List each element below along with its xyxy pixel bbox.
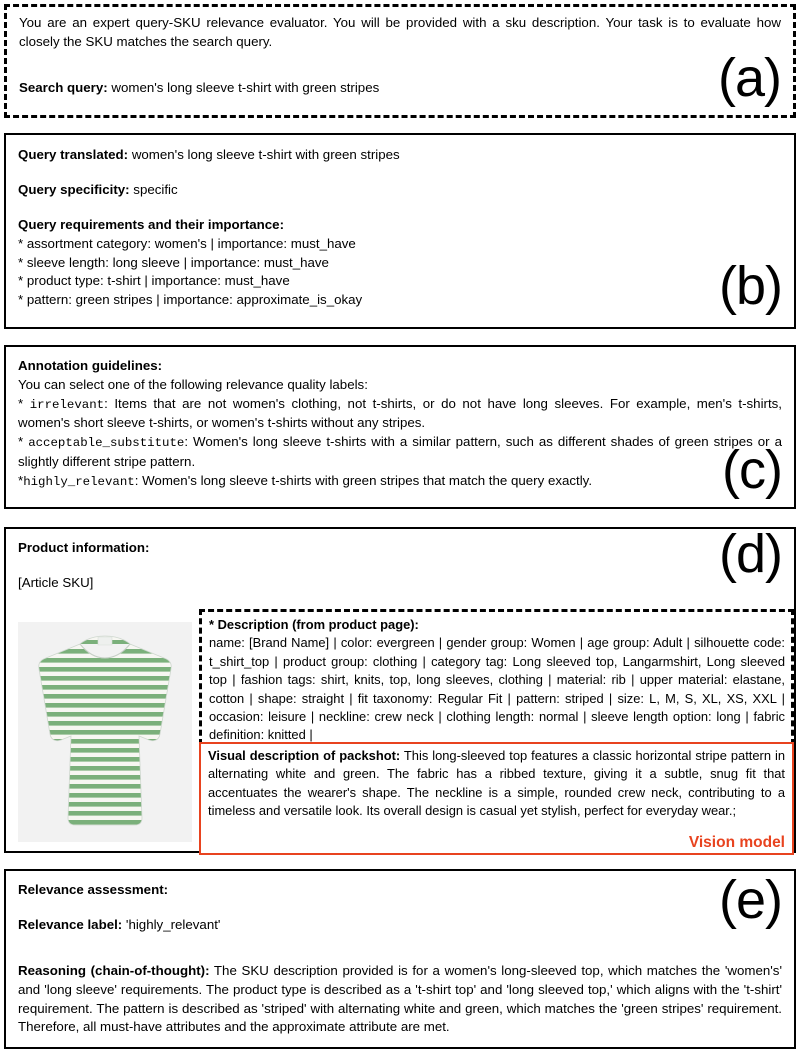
product-information-panel (4, 524, 796, 853)
label-code-highly-relevant: highly_relevant (23, 474, 135, 489)
relevance-label-key: Relevance label: (18, 916, 123, 932)
visual-description-row (208, 747, 785, 820)
spacer (18, 558, 782, 574)
panel-label-b: (b) (719, 256, 782, 316)
guidelines-heading: Annotation guidelines: (18, 358, 163, 373)
bullet: * (18, 434, 24, 450)
spacer (18, 900, 782, 916)
spacer (18, 200, 782, 216)
relevance-assessment-heading: Relevance assessment: (18, 882, 169, 897)
visual-description-label: Visual description of packshot: (208, 748, 401, 763)
panel-label-c: (c) (722, 440, 782, 500)
guideline-text: : Women's long sleeve t-shirts with green stripes that match the query exactly. (134, 472, 593, 488)
query-translated-row (18, 146, 782, 165)
label-code-irrelevant: irrelevant (29, 397, 105, 412)
query-translated-label: Query translated: (18, 147, 129, 162)
guideline-text: : Women's long sleeve t-shirts with a similar pattern, such as different shades of green stripes or a slightly different stripe pattern. (18, 434, 782, 469)
requirements-heading: Query requirements and their importance: (18, 216, 285, 232)
bullet: * (18, 472, 24, 488)
description-body: name: [Brand Name] | color: evergreen | gender group: Women | age group: Adult | silhouette code: t_shirt_top | product group: clothing | category tag: Long sleeved top, Langarmshirt, Long sleeved top | fashion tags: shirt, knits, top, long sleeves, clothing | material: rib | upper material: elastane, cotton | shape: straight | fit taxonomy: Regular Fit | pattern: striped | size: L, M, S, XL, XS, XXL | occasion: leisure | neckline: crew neck | clothing length: normal | sleeve length option: long | fabric definition: knitted | (209, 635, 785, 743)
reasoning-row (18, 962, 782, 1038)
guideline-item-irrelevant (18, 395, 782, 433)
vision-model-tag: Vision model (688, 834, 785, 851)
article-sku: [Article SKU] (18, 574, 94, 590)
requirement-item: * pattern: green stripes | importance: approximate_is_okay (18, 292, 363, 308)
annotation-guidelines-panel (4, 345, 796, 509)
label-code-acceptable-substitute: acceptable_substitute (28, 436, 185, 451)
reasoning-key: Reasoning (chain-of-thought): (18, 962, 210, 978)
prompt-instruction-panel (4, 4, 796, 118)
query-specificity-row (18, 181, 782, 200)
striped-shirt-illustration (18, 622, 192, 842)
guideline-text: : Items that are not women's clothing, not t-shirts, or do not have long sleeves. For example, men's t-shirts, women's short sleeve t-shirts, or women's t-shirts without any stripes. (18, 395, 782, 431)
search-query-value: women's long sleeve t-shirt with green stripes (111, 79, 380, 95)
reasoning-value: The SKU description provided is for a women's long-sleeved top, which matches the 'women's' and 'long sleeve' requirements. The product type is described as a 't-shirt top' and 'long sleeved top,' which aligns with the 't-shirt' requirement. The pattern is described as 'striped' with alternating white and green, which matches the 'green stripes' requirement. Therefore, all must-have attributes and the approximate attribute are met. (18, 962, 782, 1035)
search-query-row (19, 79, 781, 98)
panel-label-a: (a) (718, 48, 781, 108)
relevance-label-row (18, 916, 782, 935)
query-translated-value: women's long sleeve t-shirt with green stripes (131, 147, 400, 162)
description-heading: * Description (from product page): (209, 617, 419, 632)
panel-label-d: (d) (719, 524, 782, 584)
instruction-text: You are an expert query-SKU relevance evaluator. You will be provided with a sku description. Your task is to evaluate how closely the SKU matches the search query. (19, 15, 781, 49)
requirement-item: * product type: t-shirt | importance: must_have (18, 273, 290, 289)
vision-model-description-box (199, 742, 794, 855)
bullet: * (18, 395, 24, 411)
guideline-item-highly-relevant (18, 472, 782, 492)
visual-description-body: This long-sleeved top features a classic horizontal stripe pattern in alternating white and green. The fabric has a ribbed texture, giving it a subtle, snug fit that accentuates the wearer's shape. The neckline is a simple, rounded crew neck, contributing to a timeless and versatile look. Its overall design is casual yet stylish, perfect for everyday wear.; (208, 748, 785, 818)
query-specificity-value: specific (133, 181, 178, 197)
product-packshot-image (18, 622, 192, 842)
search-query-label: Search query: (19, 79, 108, 95)
panel-label-e: (e) (719, 870, 782, 930)
spacer (19, 68, 781, 79)
spacer (18, 935, 782, 951)
relevance-assessment-panel (4, 869, 796, 1049)
requirement-item: * assortment category: women's | importance: must_have (18, 235, 356, 251)
query-analysis-panel (4, 133, 796, 329)
spacer (18, 165, 782, 181)
spacer (19, 52, 781, 68)
product-information-heading: Product information: (18, 540, 150, 555)
spacer (18, 951, 782, 962)
product-description-box (199, 609, 794, 745)
requirement-item: * sleeve length: long sleeve | importance: must_have (18, 254, 329, 270)
query-specificity-label: Query specificity: (18, 181, 130, 197)
guideline-item-acceptable-substitute (18, 433, 782, 471)
guidelines-subheading: You can select one of the following relevance quality labels: (18, 376, 368, 392)
relevance-label-value: 'highly_relevant' (125, 916, 221, 932)
